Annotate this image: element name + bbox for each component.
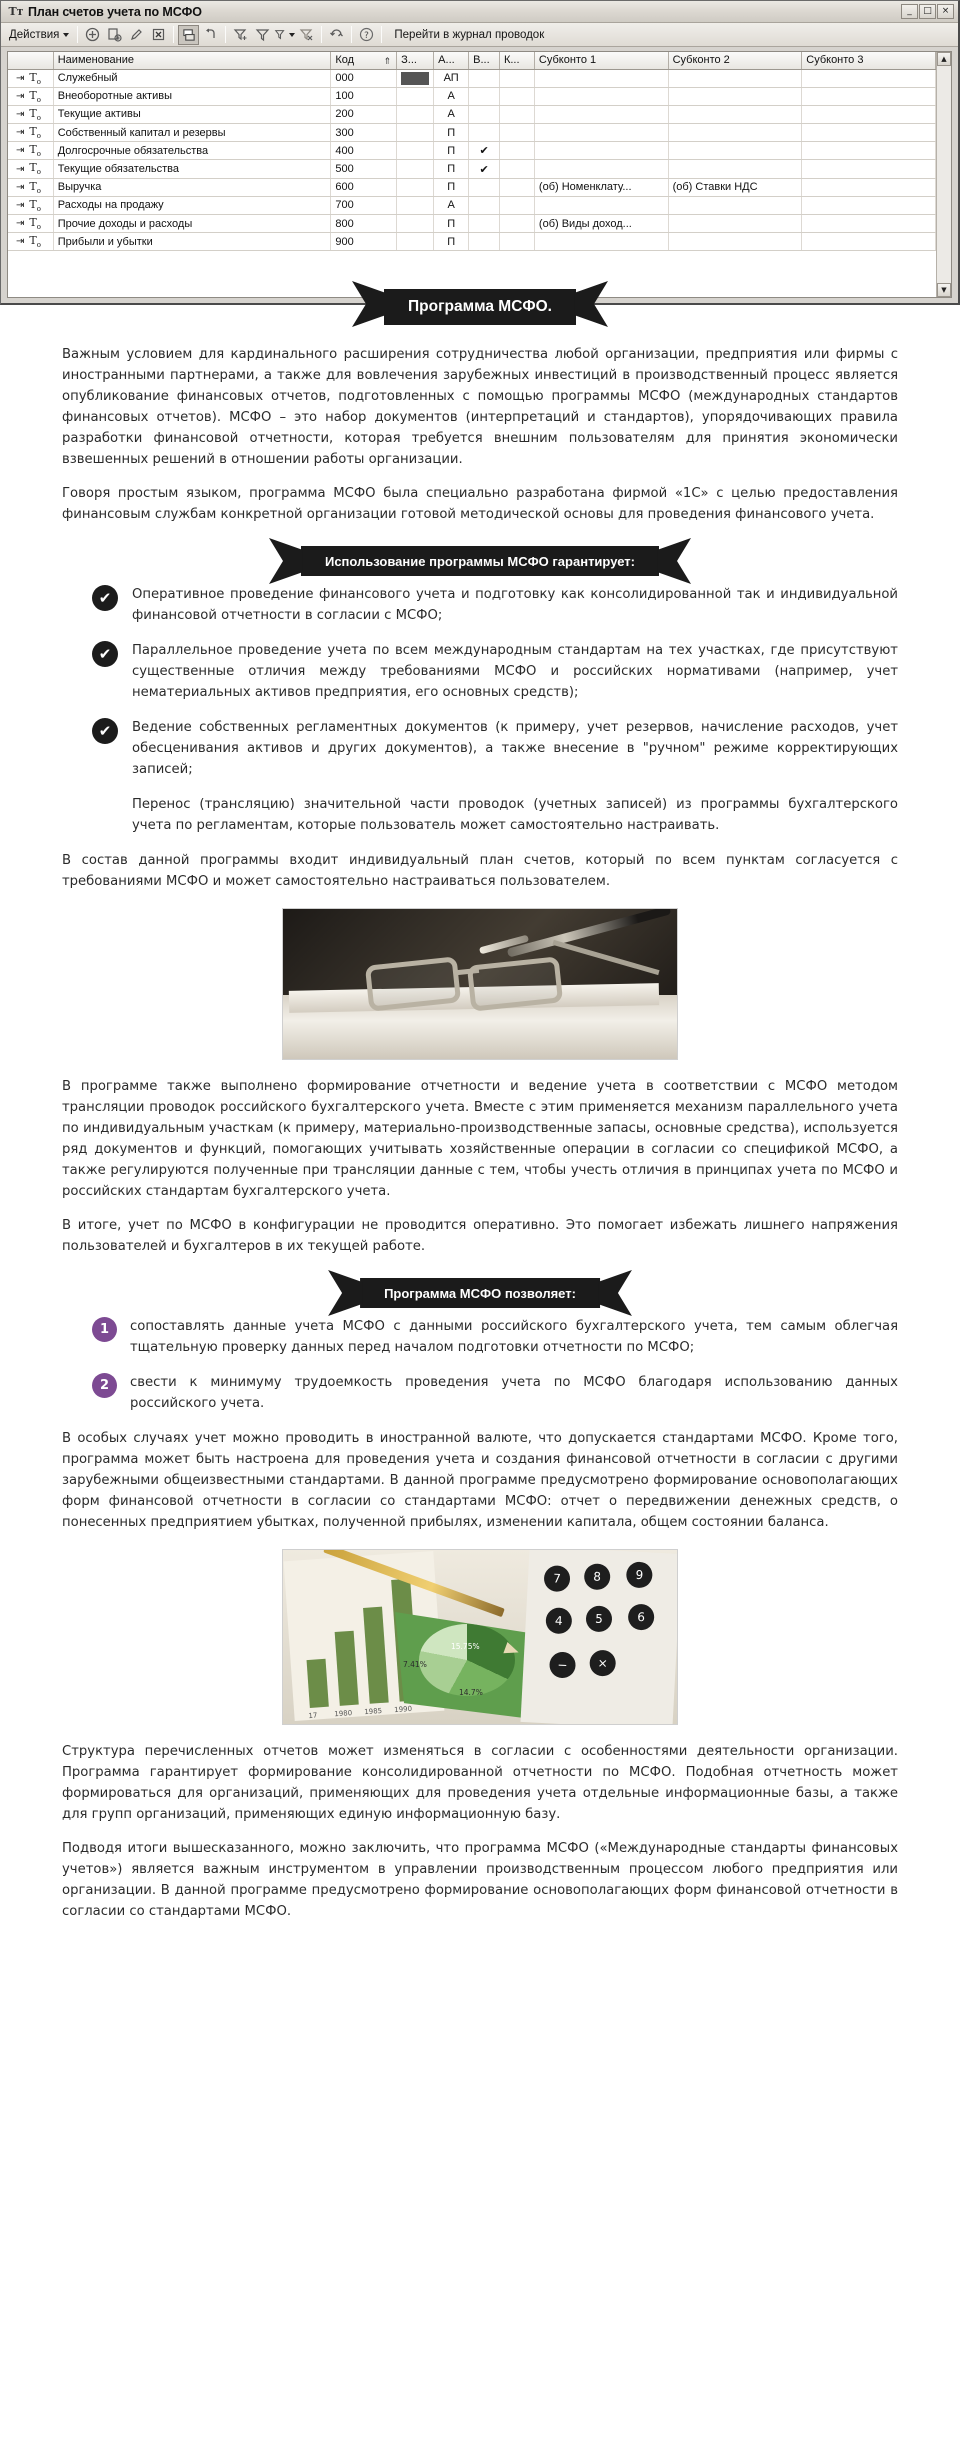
accounts-grid-body <box>8 52 936 297</box>
photo2-calc-key: × <box>589 1649 616 1676</box>
cell-subconto-1 <box>534 124 668 142</box>
expand-arrow-icon[interactable]: ⇥ <box>16 145 25 157</box>
cell-name: Собственный капитал и резервы <box>53 124 331 142</box>
cell-k <box>499 87 534 105</box>
cell-code: 400 <box>331 142 397 160</box>
cell-subconto-3 <box>802 233 936 251</box>
accounts-table-body <box>8 69 936 251</box>
cell-code: 600 <box>331 178 397 196</box>
cell-z <box>397 87 434 105</box>
row-icons <box>8 69 53 87</box>
window-toolbar <box>1 23 958 47</box>
check-icon: ✔ <box>92 585 118 611</box>
cell-subconto-2 <box>668 124 802 142</box>
account-type-icon: $T_o$ <box>29 234 41 250</box>
cell-code: 000 <box>331 69 397 87</box>
filter-list-icon[interactable] <box>274 25 295 45</box>
actions-menu-button[interactable] <box>4 27 73 43</box>
row-icons <box>8 124 53 142</box>
maximize-button[interactable]: □ <box>919 4 936 19</box>
photo2-calc-key: − <box>549 1651 576 1678</box>
cell-z <box>397 196 434 214</box>
number-badge: 1 <box>92 1317 117 1342</box>
accounts-table-header-row <box>8 52 936 69</box>
cell-subconto-2 <box>668 215 802 233</box>
cell-k <box>499 233 534 251</box>
row-icons <box>8 215 53 233</box>
toolbar-separator <box>225 26 226 43</box>
table-row[interactable] <box>8 233 936 251</box>
cell-a: А <box>434 196 469 214</box>
go-to-journal-link[interactable]: Перейти в журнал проводок <box>394 28 545 41</box>
cell-subconto-3 <box>802 142 936 160</box>
photo2-pie-label: 15.75% <box>451 1642 480 1651</box>
cell-v <box>469 233 500 251</box>
accounts-grid <box>7 51 952 298</box>
cell-subconto-2 <box>668 196 802 214</box>
cell-subconto-1 <box>534 87 668 105</box>
allows-list <box>0 1316 960 1414</box>
photo2-bar-label: 1985 <box>364 1706 383 1717</box>
number-badge: 2 <box>92 1373 117 1398</box>
toolbar-separator <box>77 26 78 43</box>
table-row[interactable] <box>8 142 936 160</box>
guarantees-banner-wrap <box>0 538 960 584</box>
cell-name: Внеоборотные активы <box>53 87 331 105</box>
cell-v <box>469 87 500 105</box>
col-subconto-2[interactable]: Субконто 2 <box>668 52 802 69</box>
expand-arrow-icon[interactable]: ⇥ <box>16 199 25 211</box>
filter-clear-icon[interactable] <box>296 25 317 45</box>
copy-add-icon[interactable] <box>104 25 125 45</box>
photo1-glasses-right-lens <box>467 956 563 1011</box>
col-code-label: Код <box>335 54 355 67</box>
row-icons <box>8 105 53 123</box>
account-type-icon: $T_o$ <box>29 70 41 86</box>
cell-subconto-2 <box>668 142 802 160</box>
expand-arrow-icon[interactable]: ⇥ <box>16 181 25 193</box>
cell-code: 500 <box>331 160 397 178</box>
account-type-icon: $T_o$ <box>29 125 41 141</box>
expand-arrow-icon[interactable]: ⇥ <box>16 108 25 120</box>
expand-arrow-icon[interactable]: ⇥ <box>16 90 25 102</box>
list-item-text: Оперативное проведение финансового учета и подготовку как консолидированной так и индивидуальной финансовой отчетности в согласии с МСФО; <box>132 587 898 623</box>
paragraph-6-wrap <box>0 1428 960 1533</box>
photo1-glasses-left-lens <box>365 956 461 1011</box>
toolbar-separator <box>381 26 382 43</box>
intro-section <box>0 344 960 525</box>
photo2-calc-key: 7 <box>543 1565 570 1592</box>
photo2-calc-key: 8 <box>584 1563 611 1590</box>
cell-v <box>469 69 500 87</box>
row-icons <box>8 196 53 214</box>
col-a[interactable]: А... <box>434 52 469 69</box>
list-item-text: Перенос (трансляцию) значительной части проводок (учетных записей) из программы бухгалтерского учета по регламентам, которые пользователь может самостоятельно настраивать. <box>132 797 898 833</box>
cell-subconto-1 <box>534 196 668 214</box>
cell-code: 100 <box>331 87 397 105</box>
cell-subconto-2: (об) Ставки НДС <box>668 178 802 196</box>
account-type-icon: $T_o$ <box>29 179 41 195</box>
cell-a: П <box>434 124 469 142</box>
col-name[interactable]: Наименование <box>53 52 331 69</box>
cell-subconto-2 <box>668 160 802 178</box>
chevron-down-icon <box>289 33 295 37</box>
list-item <box>92 640 898 703</box>
col-v[interactable]: В... <box>469 52 500 69</box>
close-button[interactable]: × <box>937 4 954 19</box>
photo2-bar-label: 1990 <box>393 1704 413 1715</box>
cell-subconto-2 <box>668 105 802 123</box>
refresh-icon[interactable] <box>326 25 347 45</box>
cell-subconto-1 <box>534 69 668 87</box>
col-code[interactable] <box>331 52 397 69</box>
chevron-down-icon <box>63 33 69 37</box>
hierarchy-icon[interactable] <box>178 25 199 45</box>
paragraph-3: В состав данной программы входит индивидуальный план счетов, который по всем пунктам согласуется с требованиями МСФО и может самостоятельно настраиваться пользователем. <box>62 853 898 889</box>
allows-banner-wrap <box>0 1270 960 1316</box>
account-type-icon: $T_o$ <box>29 88 41 104</box>
cell-subconto-3 <box>802 178 936 196</box>
cell-subconto-3 <box>802 160 936 178</box>
glasses-on-documents-photo <box>282 908 678 1060</box>
cell-v <box>469 215 500 233</box>
list-item <box>92 1372 898 1414</box>
account-type-icon: $T_o$ <box>29 216 41 232</box>
col-subconto-3[interactable]: Субконто 3 <box>802 52 936 69</box>
cell-name: Текущие обязательства <box>53 160 331 178</box>
paragraph-4: В программе также выполнено формирование отчетности и ведение учета в соответствии с МСФО методом трансляции проводок российского бухгалтерского учета. Вместе с этим применяется механизм параллельного учета по индивидуальным участкам (к примеру, материально-производственные запасы, основные средства), используется ряд документов и функций, помогающих учитывать хозяйственные операции в согласии со спецификой МСФО, а также регулируются полученные при трансляции данные с тем, чтобы учесть отличия в принципах учета по МСФО и российских стандартам бухгалтерского учета. <box>62 1079 898 1199</box>
guarantees-list <box>0 584 960 836</box>
expand-arrow-icon[interactable]: ⇥ <box>16 127 25 139</box>
cell-name: Выручка <box>53 178 331 196</box>
cell-subconto-1 <box>534 142 668 160</box>
paragraph-6: В особых случаях учет можно проводить в иностранной валюте, что допускается стандартами МСФО. Кроме того, программа может быть настроена для проведения учета и создания финансовой отчетности в согласии с другими зарубежными общеизвестными стандартами. В данной программе предусмотрено формирование основополагающих форм финансовой отчетности в согласии со стандартами МСФО: отчет о передвижении денежных средств, о понесенных предприятием убытках, полученной прибылях, изменении капитала, общем состоянии баланса. <box>62 1431 898 1530</box>
add-icon[interactable] <box>82 25 103 45</box>
undo-icon[interactable] <box>200 25 221 45</box>
col-k[interactable]: К... <box>499 52 534 69</box>
account-type-icon: $T_o$ <box>29 143 41 159</box>
cell-subconto-1 <box>534 105 668 123</box>
cell-k <box>499 160 534 178</box>
row-icons <box>8 87 53 105</box>
table-row[interactable] <box>8 215 936 233</box>
table-row[interactable] <box>8 178 936 196</box>
article <box>0 284 960 1935</box>
paragraph-5: В итоге, учет по МСФО в конфигурации не проводится оперативно. Это помогает избежать лишнего напряжения пользователей и бухгалтеров в их текущей работе. <box>62 1218 898 1254</box>
list-item-text: Ведение собственных регламентных документов (к примеру, учет резервов, начисление расходов, учет обесценивания активов и других документов), а также внесение в "ручном" режиме корректирующих записей; <box>132 720 898 777</box>
col-z[interactable]: З... <box>397 52 434 69</box>
minimize-button[interactable]: _ <box>901 4 918 19</box>
account-type-icon: $T_o$ <box>29 161 41 177</box>
guarantees-banner: Использование программы МСФО гарантирует: <box>301 546 659 576</box>
cell-subconto-3 <box>802 196 936 214</box>
expand-arrow-icon[interactable]: ⇥ <box>16 72 25 84</box>
table-row[interactable] <box>8 160 936 178</box>
cell-code: 200 <box>331 105 397 123</box>
list-item-text: свести к минимуму трудоемкость проведения учета по МСФО благодаря использованию данных российского учета. <box>130 1375 898 1411</box>
table-row[interactable] <box>8 87 936 105</box>
cell-subconto-3 <box>802 105 936 123</box>
photo2-bar <box>307 1659 329 1708</box>
row-icons <box>8 142 53 160</box>
list-item-text: Параллельное проведение учета по всем международным стандартам на тех участках, где присутствуют существенные отличия между требованиями МСФО и российских нормативами (например, учет нематериальных активов предприятия, его основных средств); <box>132 643 898 700</box>
photo2-bar <box>363 1607 389 1704</box>
cell-k <box>499 142 534 160</box>
list-item <box>92 1316 898 1358</box>
filter-set-icon[interactable] <box>230 25 251 45</box>
cell-subconto-3 <box>802 215 936 233</box>
cell-v <box>469 105 500 123</box>
accounts-table <box>8 52 936 251</box>
list-item <box>92 584 898 626</box>
cell-name: Прочие доходы и расходы <box>53 215 331 233</box>
page-title-banner: Программа МСФО. <box>384 289 576 325</box>
photo2-calc-key: 4 <box>545 1607 572 1634</box>
cell-a: А <box>434 105 469 123</box>
cell-code: 900 <box>331 233 397 251</box>
cell-subconto-3 <box>802 69 936 87</box>
cell-name: Расходы на продажу <box>53 196 331 214</box>
photo2-calc-key: 5 <box>585 1605 612 1632</box>
cell-a: П <box>434 178 469 196</box>
cell-z <box>397 142 434 160</box>
table-row[interactable] <box>8 105 936 123</box>
cell-z <box>397 215 434 233</box>
title-banner-wrap <box>0 284 960 330</box>
cell-k <box>499 196 534 214</box>
cell-subconto-2 <box>668 69 802 87</box>
cell-a: АП <box>434 69 469 87</box>
account-type-icon: $T_o$ <box>29 197 41 213</box>
toolbar-separator <box>321 26 322 43</box>
cell-name: Служебный <box>53 69 331 87</box>
cell-subconto-1 <box>534 160 668 178</box>
window-controls <box>901 4 956 19</box>
cell-subconto-1: (об) Номенклату... <box>534 178 668 196</box>
help-icon[interactable] <box>356 25 377 45</box>
cell-a: П <box>434 142 469 160</box>
window-title: План счетов учета по МСФО <box>28 4 202 19</box>
charts-pencil-calculator-photo <box>282 1549 678 1725</box>
filter-icon[interactable] <box>252 25 273 45</box>
paragraph-2: Говоря простым языком, программа МСФО была специально разработана фирмой «1С» с целью предоставления финансовым службам конкретной организации готовой методической основы для проведения финансового учета. <box>62 486 898 522</box>
cell-k <box>499 105 534 123</box>
cell-v <box>469 124 500 142</box>
paragraph-3-wrap <box>0 850 960 892</box>
toolbar-separator <box>351 26 352 43</box>
sort-ascending-icon: ⇑ <box>383 56 392 66</box>
table-row[interactable] <box>8 69 936 87</box>
selected-cell-marker <box>401 72 429 85</box>
cell-v <box>469 196 500 214</box>
cell-code: 700 <box>331 196 397 214</box>
cell-subconto-3 <box>802 87 936 105</box>
cell-k <box>499 124 534 142</box>
cell-subconto-2 <box>668 87 802 105</box>
list-item <box>92 794 898 836</box>
row-icons <box>8 233 53 251</box>
accounts-chart-window <box>0 0 960 305</box>
cell-subconto-2 <box>668 233 802 251</box>
cell-z <box>397 124 434 142</box>
cell-k <box>499 178 534 196</box>
photo2-calc-key: 9 <box>626 1561 653 1588</box>
actions-menu-label: Действия <box>9 28 60 41</box>
check-icon: ✔ <box>92 718 118 744</box>
cell-z <box>397 233 434 251</box>
closing-section <box>0 1741 960 1922</box>
delete-icon[interactable] <box>148 25 169 45</box>
cell-k <box>499 215 534 233</box>
cell-name: Долгосрочные обязательства <box>53 142 331 160</box>
cell-subconto-1: (об) Виды доход... <box>534 215 668 233</box>
photo2-pie-chart <box>419 1624 515 1696</box>
allows-banner: Программа МСФО позволяет: <box>360 1278 600 1308</box>
expand-arrow-icon[interactable]: ⇥ <box>16 218 25 230</box>
photo2-bar-label: 1980 <box>334 1709 353 1719</box>
row-icons <box>8 160 53 178</box>
cell-code: 300 <box>331 124 397 142</box>
table-row[interactable] <box>8 196 936 214</box>
cell-z <box>397 178 434 196</box>
cell-z <box>397 160 434 178</box>
cell-v: ✔ <box>469 142 500 160</box>
scroll-down-button[interactable]: ▼ <box>937 283 951 297</box>
col-icons[interactable] <box>8 52 53 69</box>
photo2-pie-label: 7.41% <box>403 1660 427 1669</box>
paragraph-1: Важным условием для кардинального расширения сотрудничества любой организации, предприятия или фирмы с иностранными партнерами, а также для вовлечения зарубежных инвестиций в производственный процесс является опубликование финансовых отчетов, подготовленных с помощью программы МСФО (международных стандартов финансовых отчетов). МСФО – это набор документов (интерпретаций и стандартов), упорядочивающих правила разработки финансовой отчетности, которая требуется внешним пользователям для принятия экономически взвешенных решений в отношении работы организации. <box>62 347 898 467</box>
expand-arrow-icon[interactable]: ⇥ <box>16 163 25 175</box>
toolbar-separator <box>173 26 174 43</box>
cell-name: Прибыли и убытки <box>53 233 331 251</box>
middle-section <box>0 1076 960 1257</box>
photo2-calc-key: 6 <box>627 1603 654 1630</box>
photo2-bar <box>335 1631 359 1706</box>
paragraph-7: Структура перечисленных отчетов может изменяться в согласии с особенностями деятельности организации. Программа гарантирует формирование консолидированной отчетности по МСФО. Подобная отчетность может формироваться для организаций, применяющих для проведения учета отдельные информационные базы, а также для групп организаций, применяющих единую информационную базу. <box>62 1744 898 1822</box>
cell-v <box>469 178 500 196</box>
cell-k <box>499 69 534 87</box>
window-titlebar <box>1 1 958 23</box>
accounts-chart-icon: Тт <box>8 5 24 18</box>
cell-z <box>397 69 434 87</box>
photo2-calculator <box>520 1549 678 1725</box>
check-icon <box>92 795 118 821</box>
scroll-up-button[interactable]: ▲ <box>937 52 951 66</box>
svg-text:?: ? <box>364 31 370 41</box>
account-type-icon: $T_o$ <box>29 106 41 123</box>
check-icon: ✔ <box>92 641 118 667</box>
cell-name: Текущие активы <box>53 105 331 123</box>
cell-a: А <box>434 87 469 105</box>
list-item <box>92 717 898 780</box>
cell-z <box>397 105 434 123</box>
photo2-bar-label: 17 <box>308 1711 318 1721</box>
cell-a: П <box>434 160 469 178</box>
expand-arrow-icon[interactable]: ⇥ <box>16 236 25 248</box>
cell-a: П <box>434 233 469 251</box>
cell-a: П <box>434 215 469 233</box>
cell-subconto-3 <box>802 124 936 142</box>
grid-vertical-scrollbar[interactable] <box>936 52 951 297</box>
cell-v: ✔ <box>469 160 500 178</box>
paragraph-8: Подводя итоги вышесказанного, можно заключить, что программа МСФО («Международные стандарты финансовых учетов») является важным инструментом в управлении производственным процессом любого предприятия или организации. В данной программе предусмотрено формирование основополагающих форм финансовой отчетности в согласии со стандартами МСФО. <box>62 1841 898 1919</box>
table-row[interactable] <box>8 124 936 142</box>
cell-code: 800 <box>331 215 397 233</box>
list-item-text: сопоставлять данные учета МСФО с данными российского бухгалтерского учета, тем самым облегчая тщательную проверку данных перед началом подготовки отчетности по МСФО; <box>130 1319 898 1355</box>
cell-subconto-1 <box>534 233 668 251</box>
edit-icon[interactable] <box>126 25 147 45</box>
row-icons <box>8 178 53 196</box>
col-subconto-1[interactable]: Субконто 1 <box>534 52 668 69</box>
photo2-pie-label: 14.7% <box>459 1688 483 1697</box>
